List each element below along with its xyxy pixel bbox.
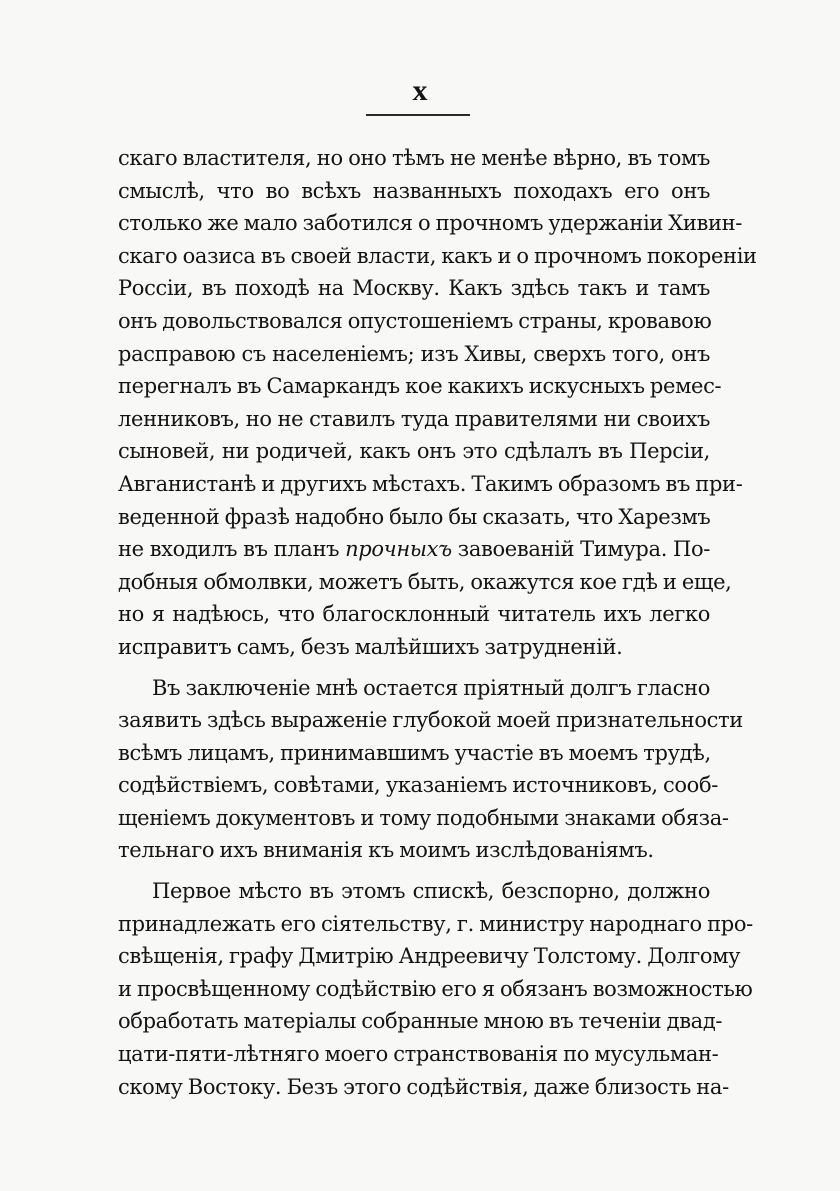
page-number: x <box>412 74 428 107</box>
paragraph-3 <box>118 875 753 1103</box>
text-line: исправитъ самъ, безъ малѣйшихъ затрудненiй. <box>118 634 623 659</box>
text-line: скаго оазиса въ своей власти, какъ и о прочномъ покоренiи <box>118 243 757 268</box>
paragraph-1 <box>118 142 757 664</box>
text-line: онъ довольствовался опустошенiемъ страны, кровавою <box>118 308 712 333</box>
text-line: ленниковъ, но не ставилъ туда правителями ни своихъ <box>118 406 710 431</box>
text-line: столько же мало заботился о прочномъ удержанiи Хивин- <box>118 211 743 236</box>
text-line: сыновей, ни родичей, какъ онъ это сдѣлалъ въ Персiи, <box>118 439 710 464</box>
text-line: обработать матерiалы собранные мною въ теченiи двад- <box>118 1009 723 1034</box>
text-line: скаго властителя, но оно тѣмъ не менѣе вѣрно, въ томъ <box>118 146 710 170</box>
text-line-with-emphasis <box>118 533 710 566</box>
text-line: свѣщенiя, графу Дмитрiю Андреевичу Толстому. Долгому <box>118 944 741 969</box>
text-line: перегналъ въ Самаркандъ кое какихъ искусныхъ ремес- <box>118 374 722 399</box>
text-line: веденной фразѣ надобно было бы сказать, что Харезмъ <box>118 504 711 529</box>
text-line: и просвѣщенному содѣйствiю его я обязанъ возможностью <box>118 976 753 1001</box>
text-line: смыслѣ, что во всѣхъ названныхъ походахъ его онъ <box>118 178 710 203</box>
text-line: принадлежать его сiятельству, г. министру народнаго про- <box>118 911 753 936</box>
text-line: заявить здѣсь выраженiе глубокой моей признательности <box>118 708 743 733</box>
text-line: щенiемъ документовъ и тому подобными знаками обяза- <box>118 805 729 830</box>
text-line: расправою съ населенiемъ; изъ Хивы, сверхъ того, онъ <box>118 341 710 366</box>
body-text <box>118 142 757 1103</box>
text-line: Въ заключенiе мнѣ остается прiятный долгъ гласно <box>152 675 710 700</box>
paragraph-2 <box>118 672 743 868</box>
text-line: всѣмъ лицамъ, принимавшимъ участiе въ моемъ трудѣ, <box>118 740 711 765</box>
text-line: но я надѣюсь, что благосклонный читатель ихъ легко <box>118 602 710 627</box>
text-line: цати-пяти-лѣтняго моего странствованiя по мусульман- <box>118 1042 719 1067</box>
text-segment: не входилъ въ планъ <box>118 537 346 562</box>
text-line: Авганистанѣ и другихъ мѣстахъ. Такимъ образомъ въ при- <box>118 471 743 496</box>
page-number-rule <box>366 114 470 116</box>
text-line: скому Востоку. Безъ этого содѣйствiя, даже близость на- <box>118 1074 729 1099</box>
text-line: содѣйствiемъ, совѣтами, указанiемъ источниковъ, сооб- <box>118 773 719 798</box>
emphasized-word: прочныхъ <box>345 537 452 562</box>
text-segment: завоеванiй Тимура. По- <box>451 537 710 562</box>
text-line: добныя обмолвки, можетъ быть, окажутся кое гдѣ и еще, <box>118 569 732 594</box>
text-line: Первое мѣсто въ этомъ спискѣ, безспорно, должно <box>152 879 710 904</box>
text-line: Россiи, въ походѣ на Москву. Какъ здѣсь такъ и тамъ <box>118 276 710 301</box>
text-line: тельнаго ихъ вниманiя къ моимъ изслѣдованiямъ. <box>118 838 654 863</box>
